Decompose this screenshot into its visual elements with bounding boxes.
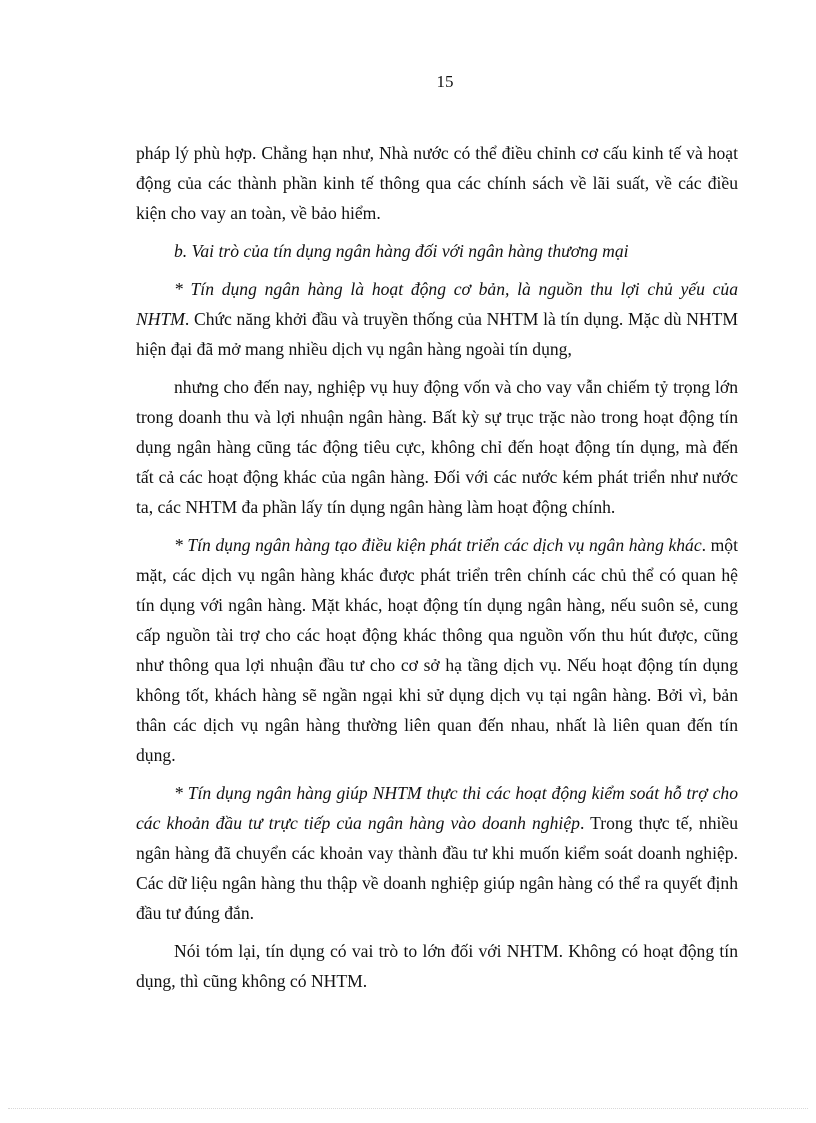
paragraph-text: . một mặt, các dịch vụ ngân hàng khác được phát triển trên chính các chủ thể có quan hệ tín dụng với ngân hàng. Mặt khác, hoạt động tín dụng ngân hàng, nếu suôn sẻ, cung cấp nguồn tài trợ cho các hoạt động khác thông qua nguồn vốn thu hút được, cũng như thông qua lợi nhuận đầu tư cho cơ sở hạ tầng dịch vụ. Nếu hoạt động tín dụng không tốt, khách hàng sẽ ngần ngại khi sử dụng dịch vụ tại ngân hàng. Bởi vì, bản thân các dịch vụ ngân hàng thường liên quan đến nhau, nhất là liên quan đến tín dụng. [136,535,738,765]
paragraph-revenue-share [136,372,738,522]
paragraph-lead: * Tín dụng ngân hàng giúp NHTM thực thi các hoạt động kiểm soát hỗ trợ cho các khoản đầu tư trực tiếp của ngân hàng vào doanh nghiệp [136,783,738,833]
paragraph-text: . Chức năng khởi đầu và truyền thống của NHTM là tín dụng. Mặc dù NHTM hiện đại đã mở mang nhiều dịch vụ ngân hàng ngoài tín dụng, [136,309,738,359]
paragraph-text: . Trong thực tế, nhiều ngân hàng đã chuyển các khoản vay thành đầu tư khi muốn kiểm soát doanh nghiệp. Các dữ liệu ngân hàng thu thập về doanh nghiệp giúp ngân hàng có thể ra quyết định đầu tư đúng đắn. [136,813,738,923]
section-heading [136,236,738,266]
paragraph-investment-control [136,778,738,928]
page-bottom-divider [8,1108,808,1109]
paragraph-lead: * Tín dụng ngân hàng là hoạt động cơ bản, là nguồn thu lợi chủ yếu của NHTM [136,279,738,329]
paragraph-core-activity [136,274,738,364]
paragraph-legal-framework [136,138,738,228]
paragraph-other-services [136,530,738,770]
paragraph-text: nhưng cho đến nay, nghiệp vụ huy động vốn và cho vay vẫn chiếm tỷ trọng lớn trong doanh thu và lợi nhuận ngân hàng. Bất kỳ sự trục trặc nào trong hoạt động tín dụng ngân hàng cũng tác động tiêu cực, không chỉ đến hoạt động tín dụng, mà đến tất cả các hoạt động khác của ngân hàng. Đối với các nước kém phát triển như nước ta, các NHTM đa phần lấy tín dụng ngân hàng làm hoạt động chính. [136,377,738,517]
paragraph-conclusion [136,936,738,996]
section-heading-text: b. Vai trò của tín dụng ngân hàng đối với ngân hàng thương mại [174,241,629,261]
paragraph-text: Nói tóm lại, tín dụng có vai trò to lớn đối với NHTM. Không có hoạt động tín dụng, thì cũng không có NHTM. [136,941,738,991]
body-text [136,138,738,996]
page-number: 15 [436,72,454,91]
paragraph-text: pháp lý phù hợp. Chẳng hạn như, Nhà nước có thể điều chỉnh cơ cấu kinh tế và hoạt động của các thành phần kinh tế thông qua các chính sách về lãi suất, về các điều kiện cho vay an toàn, về bảo hiểm. [136,143,738,223]
paragraph-lead: * Tín dụng ngân hàng tạo điều kiện phát triển các dịch vụ ngân hàng khác [174,535,702,555]
